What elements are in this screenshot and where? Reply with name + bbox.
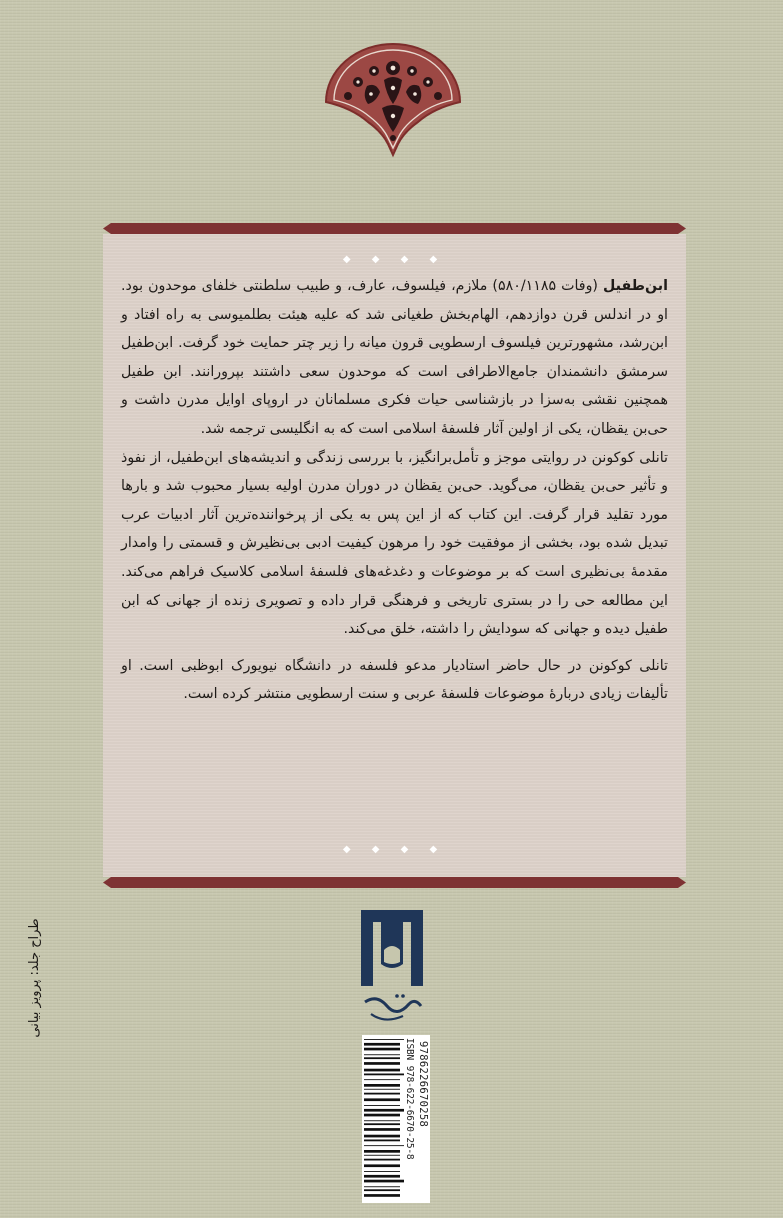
book-summary-paragraph: تانلی کوکونن در روایتی موجز و تأمل‌برانگیز، با بررسی زندگی و اندیشه‌های ابن‌طفیل، از نفوذ و تأثیر حی‌بن یقظان، می‌گوید. حی‌بن یقظان در دوران مدرن اولیه بسیار محبوب شد و بارها مورد تقلید قرار گرفت. این کتاب که از این پس به یکی از پرخواننده‌ترین آثار ادبیات عرب تبدیل شده بود، بخشی از موفقیت خود را مرهون کیفیت ادبی بی‌نظیرش و قسمتی را وامدار مقدمهٔ بی‌نظیری است که بر موضوعات و دغدغه‌های فلسفهٔ اسلامی کلاسیک فراهم می‌کند. این مطالعه حی را در بستری تاریخی و فرهنگی قرار داده و تصویری زنده از جهانی که ابن طفیل دیده و جهانی که سودایش را داشته، خلق می‌کند. xyxy=(121,449,668,638)
isbn-barcode xyxy=(362,1035,430,1203)
bottom-dots-divider: ◆ ◆ ◆ ◆ xyxy=(342,844,447,855)
publisher-logo-text: نشرنامک xyxy=(357,906,361,907)
author-bio-text: (وفات ۵۸۰/۱۱۸۵) ملازم، فیلسوف، عارف، و طبیب سلطنتی خلفای موحدون بود. او در اندلس قرن دوازدهم، الهام‌بخش طغیانی شد که علیه هیئت بطلمیوسی به راه افتاد و ابن‌رشد، مشهورترین فیلسوف ارسطویی قرون میانه را زیر چتر حمایت خود گرفت. ابن‌طفیل سرمشق دانشمندان جامع‌الاطرافی است که موحدون سعی داشتند بپرورانند. ابن طفیل همچنین نقشی به‌سزا در بازشناسی حیات فکری مسلمانان در اروپای اوایل مدرن داشت و حی‌بن یقظان، یکی از اولین آثار فلسفهٔ اسلامی است که به انگلیسی ترجمه شد. xyxy=(121,278,668,437)
isbn-barcode-digits: 9786226670258 xyxy=(417,1041,429,1128)
writer-bio-paragraph: تانلی کوکونن در حال حاضر استادیار مدعو فلسفه در دانشگاه نیویورک ابوظبی است. او تألیفات زیادی دربارهٔ موضوعات فلسفهٔ عربی و سنت ارسطویی منتشر کرده است. xyxy=(121,657,668,703)
publisher-logo-icon xyxy=(357,906,427,1026)
cover-designer-credit: طراح جلد: پرویز بیانی xyxy=(26,918,42,1038)
barcode-bars xyxy=(364,1037,404,1201)
description-panel xyxy=(103,234,686,877)
bottom-decorative-band xyxy=(103,877,686,888)
isbn-label: ISBN 978-622-6670-25-8 xyxy=(404,1038,415,1160)
author-name: ابن‌طفیل xyxy=(603,278,668,294)
top-decorative-band xyxy=(103,223,686,234)
author-bio-paragraph xyxy=(121,272,668,444)
arabesque-fan-ornament-icon xyxy=(322,38,464,158)
top-dots-divider: ◆ ◆ ◆ ◆ xyxy=(342,254,447,265)
